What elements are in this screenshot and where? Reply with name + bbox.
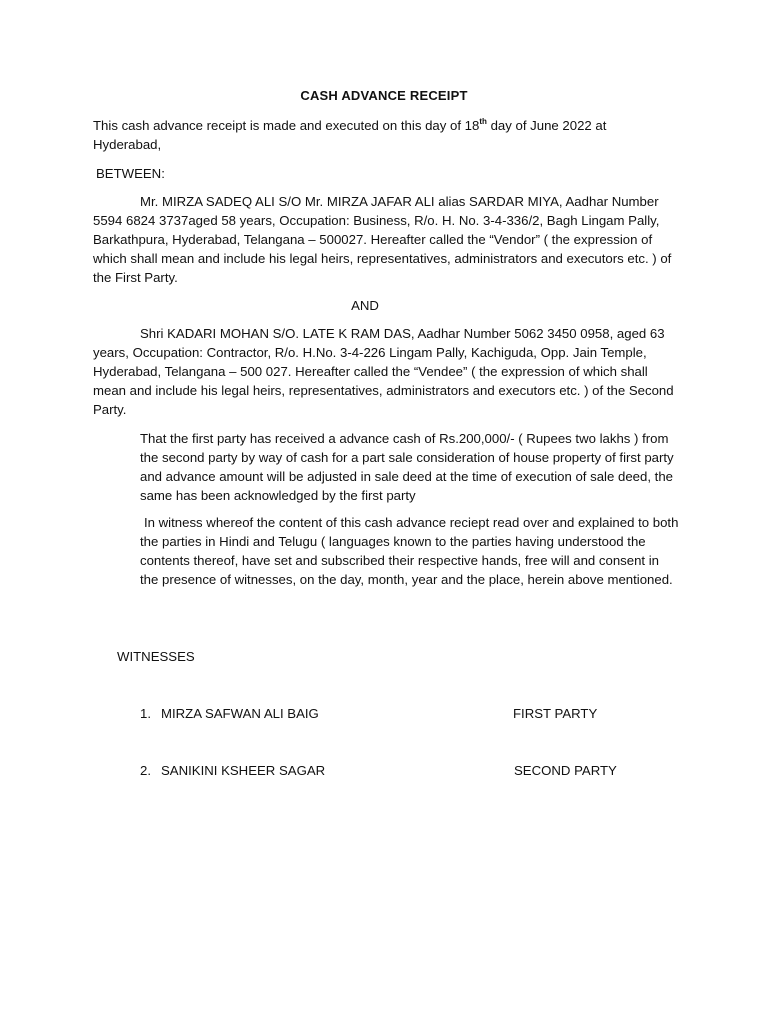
intro-text: This cash advance receipt is made and executed on this day of 18 bbox=[93, 118, 480, 133]
intro-text-rest: day of June 2022 at Hyderabad, bbox=[93, 118, 607, 152]
date-ordinal-suffix: th bbox=[479, 117, 487, 126]
advance-paragraph: That the first party has received a advance cash of Rs.200,000/- ( Rupees two lakhs ) from the second party by way of cash for a part sale consideration of house property of first party and advance amount will be adjusted in sale deed at the time of execution of sale deed, the same has been acknowledged by the first party bbox=[140, 431, 674, 503]
witnesses-heading: WITNESSES bbox=[117, 649, 195, 664]
vendor-paragraph: Mr. MIRZA SADEQ ALI S/O Mr. MIRZA JAFAR ALI alias SARDAR MIYA, Aadhar Number 5594 6824 3737aged 58 years, Occupation: Business, R/o. H. No. 3-4-336/2, Bagh Lingam Pally, Barkathpura, Hyderabad, Telangana – 500027. Hereafter called the “Vendor” ( the expression of which shall mean and include his legal heirs, representatives, administrators and executors etc. ) of the First Party. bbox=[93, 194, 672, 285]
witness-name: SANIKINI KSHEER SAGAR bbox=[161, 763, 326, 778]
party-label: FIRST PARTY bbox=[513, 706, 598, 721]
and-separator: AND bbox=[351, 298, 379, 313]
witness-number: 1. bbox=[140, 706, 151, 721]
vendee-paragraph: Shri KADARI MOHAN S/O. LATE K RAM DAS, Aadhar Number 5062 3450 0958, aged 63 years, Occupation: Contractor, R/o. H.No. 3-4-226 Lingam Pally, Kachiguda, Opp. Jain Temple, Hyderabad, Telangana – 500 027. Hereafter called the “Vendee” ( the expression of which shall mean and include his legal heirs, representatives, administrators and executors etc. ) of the Second Party. bbox=[93, 326, 674, 417]
witness-number: 2. bbox=[140, 763, 151, 778]
witness-name: MIRZA SAFWAN ALI BAIG bbox=[161, 706, 319, 721]
document-title: CASH ADVANCE RECEIPT bbox=[300, 88, 468, 103]
witness-clause-paragraph: In witness whereof the content of this cash advance reciept read over and explained to both the parties in Hindi and Telugu ( languages known to the parties having understood the contents thereof, have set and subscribed their respective hands, free will and consent in the presence of witnesses, on the day, month, year and the place, herein above mentioned. bbox=[140, 515, 679, 587]
party-label: SECOND PARTY bbox=[514, 763, 617, 778]
between-heading: BETWEEN: bbox=[96, 166, 165, 181]
intro-paragraph bbox=[93, 116, 673, 154]
